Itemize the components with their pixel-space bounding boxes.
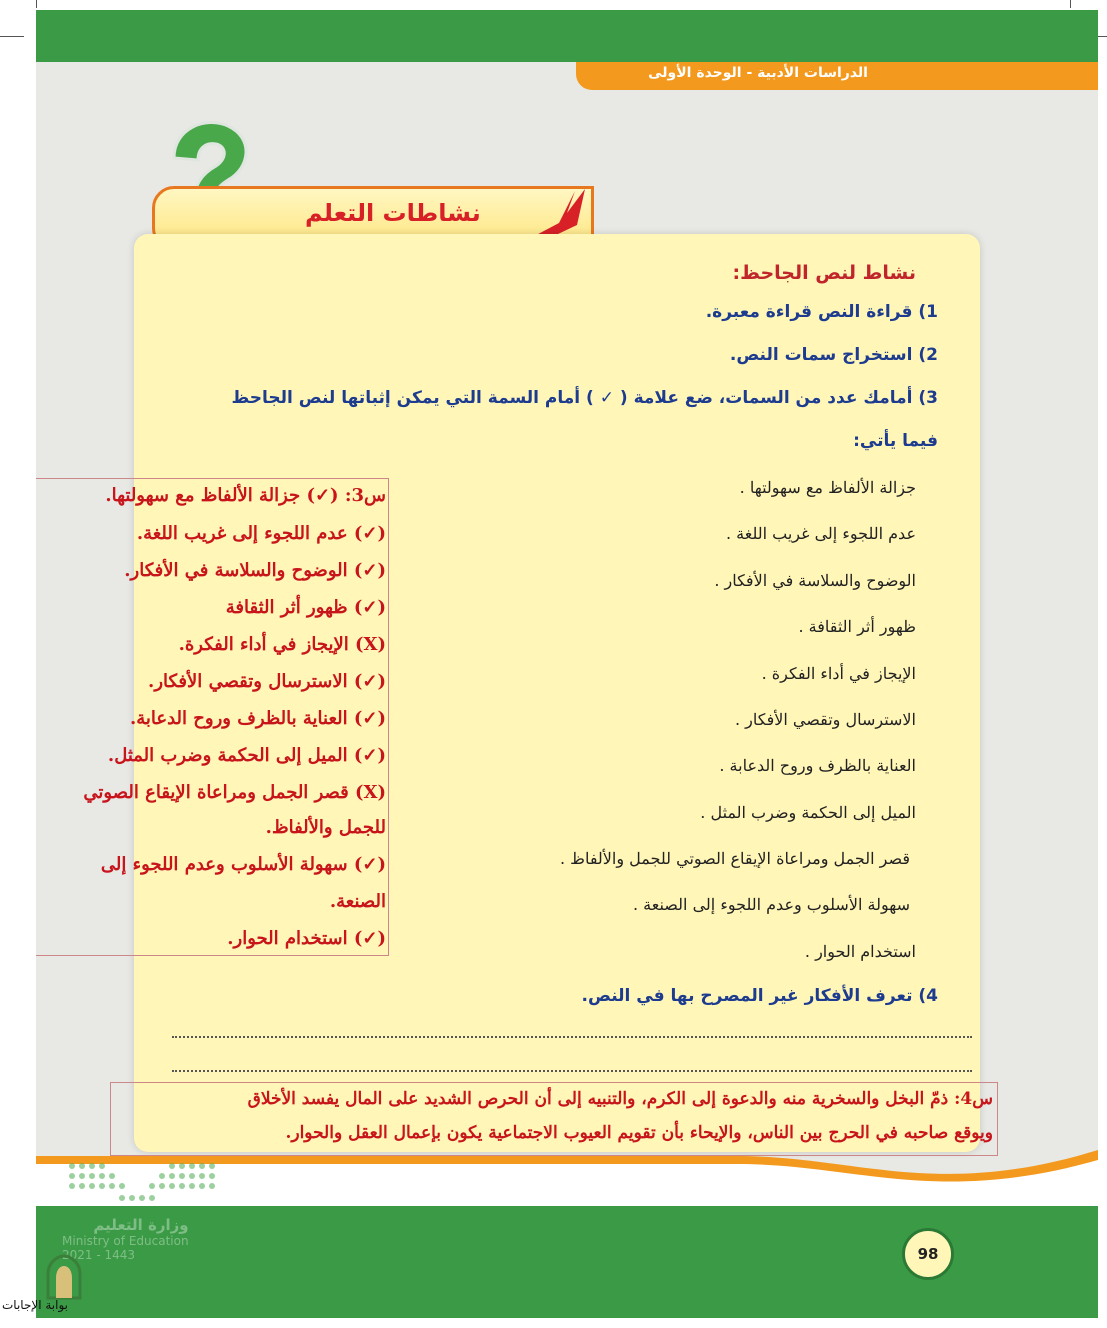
answer-q4-line2: ويوقع صاحبه في الحرج بين الناس، والإيحاء بأن تقويم العيوب الاجتماعية يكون بإعمال العقل والحوار.: [285, 1123, 993, 1143]
top-green-band: [36, 10, 1098, 62]
question-3-continued: فيما يأتي:: [853, 431, 938, 451]
ministry-name-en: Ministry of Education: [62, 1234, 189, 1248]
ministry-name-ar: وزارة التعليم: [93, 1216, 189, 1234]
trait-item: الوضوح والسلاسة في الأفكار .: [714, 571, 916, 590]
watermark-text: بوابة الإجابات: [2, 1298, 69, 1312]
crop-mark: [36, 0, 37, 8]
trait-item: العناية بالظرف وروح الدعابة .: [719, 756, 916, 775]
crop-mark: [0, 36, 24, 37]
answer-line-q3: (✓) عدم اللجوء إلى غريب اللغة.: [136, 523, 386, 544]
answer-line: [172, 1070, 972, 1072]
activity-heading: نشاط لنص الجاحظ:: [732, 262, 916, 284]
answer-line-q3: (✓) استخدام الحوار.: [227, 928, 386, 949]
crop-mark: [1070, 0, 1071, 8]
trait-item: الإيجاز في أداء الفكرة .: [761, 664, 916, 683]
answer-q4-line1: س4: ذمّ البخل والسخرية منه والدعوة إلى الكرم، والتنبيه إلى أن الحرص الشديد على المال يفسد الأخلاق: [247, 1089, 993, 1109]
answer-line: [172, 1036, 972, 1038]
answer-line-q3: (✓) العناية بالظرف وروح الدعابة.: [129, 708, 386, 729]
trait-item: سهولة الأسلوب وعدم اللجوء إلى الصنعة .: [633, 895, 910, 914]
ministry-year: 2021 - 1443: [62, 1248, 136, 1262]
answer-line-q3: (X) الإيجاز في أداء الفكرة.: [178, 634, 386, 655]
question-4: 4) تعرف الأفكار غير المصرح بها في النص.: [581, 986, 938, 1006]
trait-item: استخدام الحوار .: [804, 942, 916, 961]
question-2: 2) استخراج سمات النص.: [729, 345, 938, 365]
breadcrumb: الدراسات الأدبية - الوحدة الأولى: [648, 65, 868, 81]
question-3: 3) أمامك عدد من السمات، ضع علامة ( ✓ ) أمام السمة التي يمكن إثباتها لنص الجاحظ: [231, 388, 938, 408]
answer-line-q3: (✓) الوضوح والسلاسة في الأفكار.: [124, 560, 386, 581]
watermark-logo-icon: [44, 1254, 84, 1300]
answer-box-q4: [110, 1082, 998, 1156]
trait-item: ظهور أثر الثقافة .: [798, 617, 916, 636]
question-1: 1) قراءة النص قراءة معبرة.: [705, 302, 938, 322]
answer-line-q3: س3: (✓) جزالة الألفاظ مع سهولتها.: [105, 485, 386, 506]
answer-line-q3: (✓) الميل إلى الحكمة وضرب المثل.: [107, 745, 386, 766]
trait-item: جزالة الألفاظ مع سهولتها .: [739, 478, 916, 497]
ministry-logo-icon: [62, 1156, 222, 1216]
header-tab: [576, 62, 1098, 90]
section-title: نشاطات التعلم: [305, 199, 481, 227]
answer-line-q3: (X) قصر الجمل ومراعاة الإيقاع الصوتي: [83, 782, 386, 803]
answer-line-q3: (✓) الاسترسال وتقصي الأفكار.: [148, 671, 386, 692]
answer-line-q3: للجمل والألفاظ.: [265, 817, 386, 838]
answer-box-q3: [36, 478, 389, 956]
page-number: 98: [902, 1228, 954, 1280]
answer-line-q3: الصنعة.: [329, 891, 386, 912]
answer-line-q3: (✓) سهولة الأسلوب وعدم اللجوء إلى: [100, 854, 386, 875]
answer-line-q3: (✓) ظهور أثر الثقافة: [225, 597, 386, 618]
trait-item: الاسترسال وتقصي الأفكار .: [734, 710, 916, 729]
textbook-page: [36, 10, 1098, 1318]
trait-item: قصر الجمل ومراعاة الإيقاع الصوتي للجمل والألفاظ .: [559, 849, 910, 868]
trait-item: عدم اللجوء إلى غريب اللغة .: [725, 524, 916, 543]
trait-item: الميل إلى الحكمة وضرب المثل .: [700, 803, 916, 822]
